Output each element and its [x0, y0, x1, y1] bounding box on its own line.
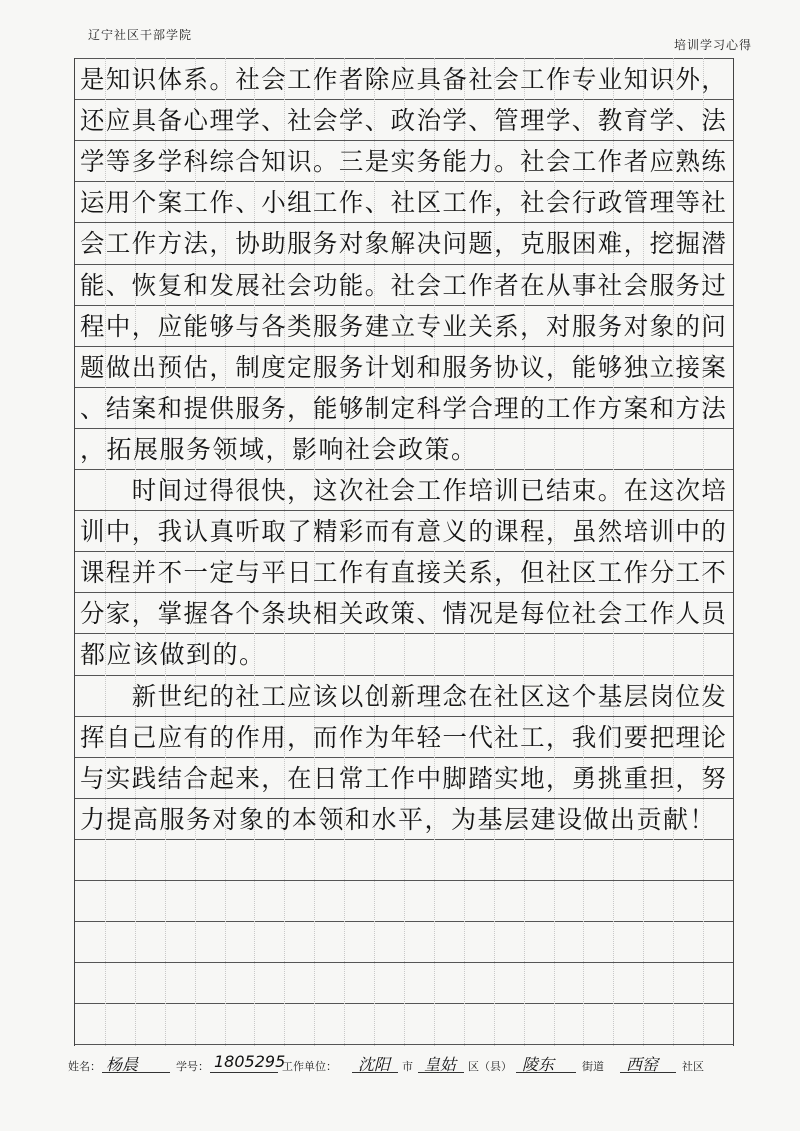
name-value: 杨晨 — [106, 1055, 139, 1074]
essay-line: 课程并不一定与平日工作有直接关系，但社区工作分工不 — [80, 558, 728, 588]
district-suffix: 区（县） — [468, 1060, 512, 1073]
essay-line: 新世纪的社工应该以创新理念在社区这个基层岗位发 — [80, 681, 728, 711]
district-value: 皇姑 — [424, 1055, 457, 1074]
essay-line: 训中，我认真听取了精彩而有意义的课程，虽然培训中的 — [80, 517, 728, 547]
city-suffix: 市 — [402, 1060, 413, 1073]
essay-line: 能、恢复和发展社会功能。社会工作者在从事社会服务过 — [80, 270, 728, 300]
name-label: 姓名： — [68, 1060, 101, 1073]
essay-line: 分家，掌握各个条块相关政策、情况是每位社会工作人员 — [80, 599, 728, 629]
community-suffix: 社区 — [682, 1060, 704, 1073]
institution-header: 辽宁社区干部学院 — [88, 28, 193, 42]
work-unit-label: 工作单位： — [282, 1060, 337, 1073]
essay-line: 挥自己应有的作用，而作为年轻一代社工，我们要把理论 — [80, 722, 728, 752]
essay-line: 、结案和提供服务，能够制定科学合理的工作方案和方法 — [80, 393, 728, 423]
essay-line: ，拓展服务领域，影响社会政策。 — [80, 434, 478, 464]
document-type-header: 培训学习心得 — [673, 38, 752, 52]
footer-info — [68, 1050, 748, 1076]
essay-line: 与实践结合起来，在日常工作中脚踏实地，勇挑重担，努 — [80, 763, 728, 793]
essay-line: 运用个案工作、小组工作、社区工作，社会行政管理等社 — [80, 188, 728, 218]
street-suffix: 街道 — [582, 1060, 604, 1073]
essay-line: 都应该做到的。 — [80, 640, 266, 670]
essay-line: 题做出预估，制度定服务计划和服务协议，能够独立接案 — [80, 352, 728, 382]
city-value: 沈阳 — [358, 1055, 391, 1074]
student-id-label: 学号： — [176, 1060, 209, 1073]
essay-line: 时间过得很快，这次社会工作培训已结束。在这次培 — [80, 476, 728, 505]
street-value: 陵东 — [522, 1055, 555, 1074]
community-value: 西窑 — [626, 1055, 659, 1074]
essay-line: 程中，应能够与各类服务建立专业关系，对服务对象的问 — [80, 311, 728, 341]
essay-line: 力提高服务对象的本领和水平，为基层建设做出贡献！ — [80, 804, 717, 834]
essay-line: 是知识体系。社会工作者除应具备社会工作专业知识外， — [80, 65, 728, 94]
essay-line: 还应具备心理学、社会学、政治学、管理学、教育学、法 — [80, 106, 728, 136]
essay-line: 会工作方法，协助服务对象解决问题，克服困难，挖掘潜 — [80, 229, 728, 259]
student-id-value: 1805295 — [214, 1052, 286, 1071]
essay-line: 学等多学科综合知识。三是实务能力。社会工作者应熟练 — [80, 147, 728, 177]
